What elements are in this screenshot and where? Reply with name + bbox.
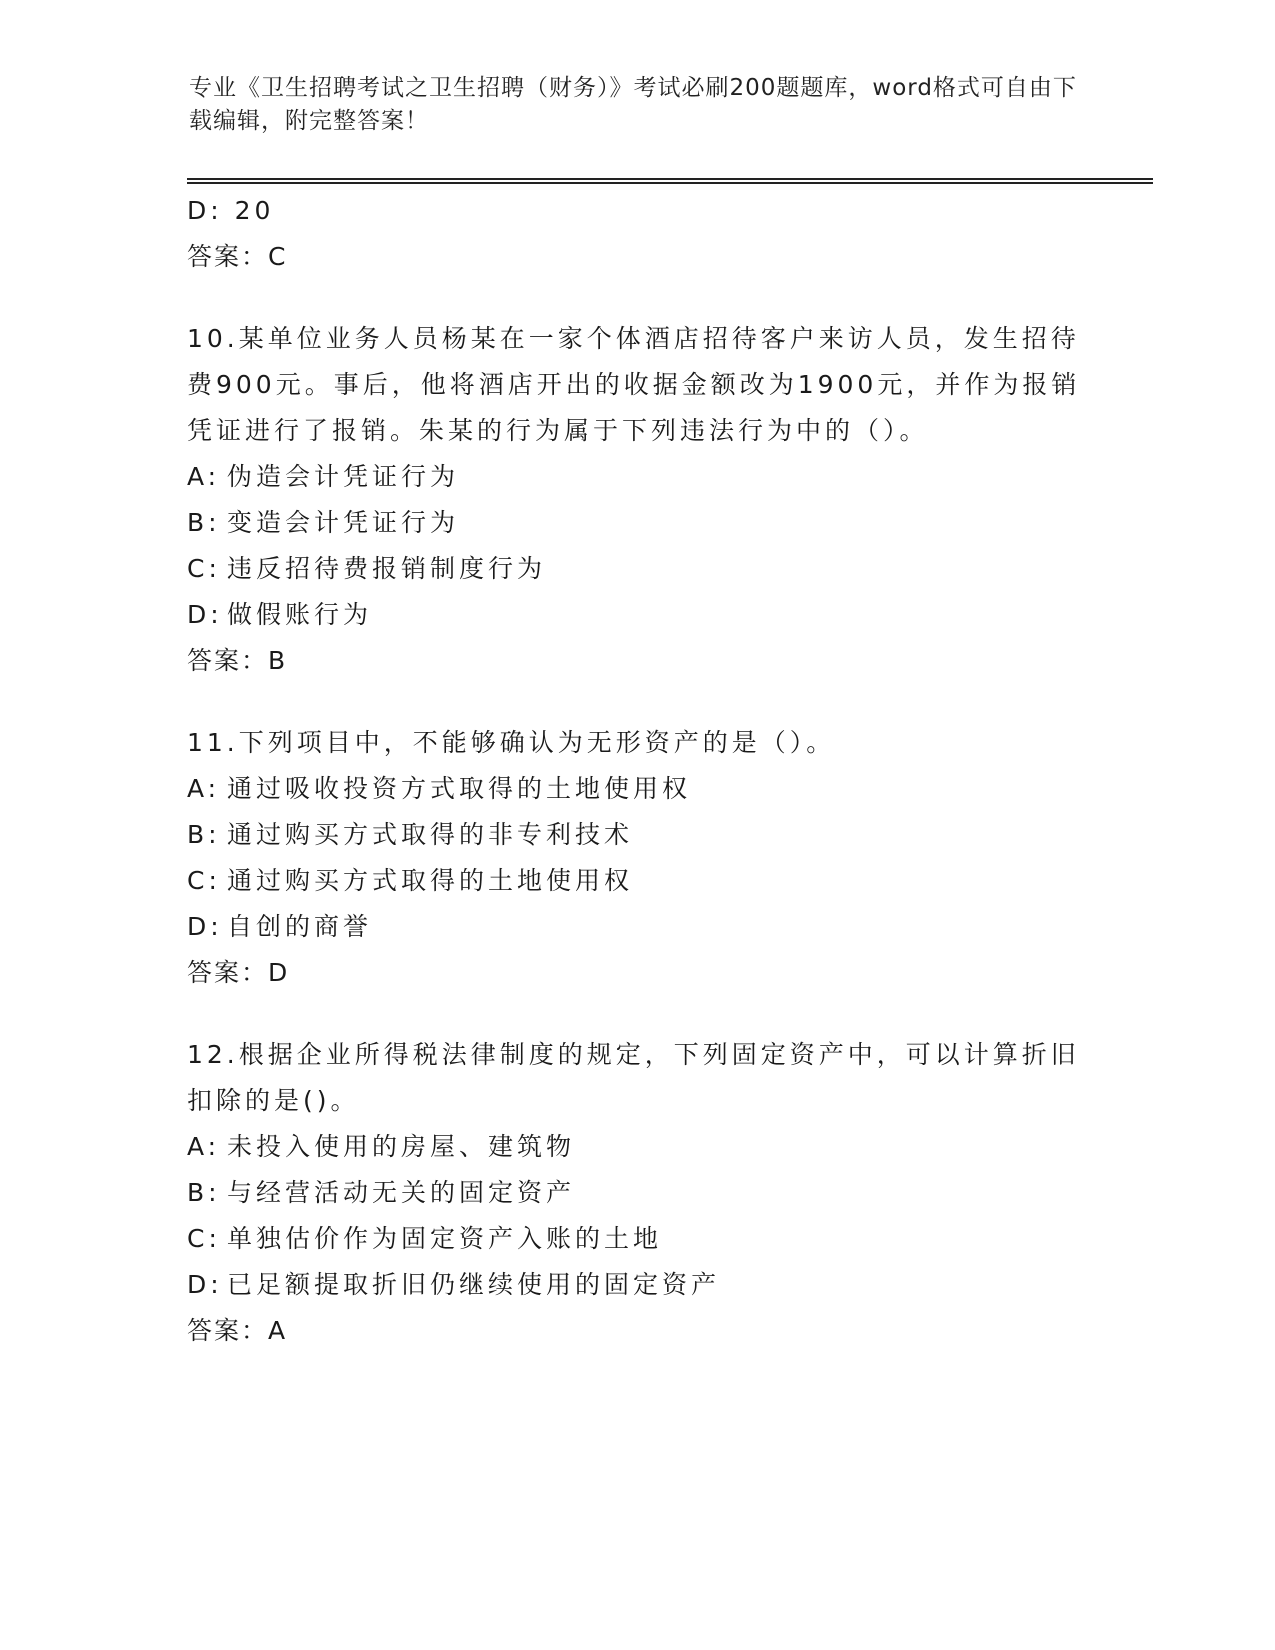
option-b	[187, 1170, 1087, 1216]
option-text: 违反招待费报销制度行为	[227, 554, 547, 583]
question-stem: 10.某单位业务人员杨某在一家个体酒店招待客户来访人员，发生招待	[187, 324, 1080, 353]
spacer	[187, 684, 1087, 720]
option-text: 未投入使用的房屋、建筑物	[227, 1132, 576, 1161]
option-d	[187, 592, 1087, 638]
spacer	[187, 996, 1087, 1032]
question-10	[187, 316, 1087, 684]
option-c	[187, 546, 1087, 592]
option-a	[187, 454, 1087, 500]
option-key: B:	[187, 820, 221, 849]
question-stem: 扣除的是()。	[187, 1086, 360, 1115]
option-key: B:	[187, 508, 221, 537]
prev-option-d: D: 20	[187, 196, 275, 225]
option-key: B:	[187, 1178, 221, 1207]
answer: 答案：A	[187, 1316, 288, 1345]
question-stem: 凭证进行了报销。朱某的行为属于下列违法行为中的（）。	[187, 416, 929, 445]
question-12	[187, 1032, 1087, 1354]
question-stem: 11.下列项目中，不能够确认为无形资产的是（）。	[187, 728, 836, 757]
question-stem: 12.根据企业所得税法律制度的规定，下列固定资产中，可以计算折旧	[187, 1040, 1080, 1069]
question-content	[187, 188, 1087, 1354]
header-divider-thin	[187, 178, 1153, 180]
option-key: A:	[187, 462, 221, 491]
question-stem: 费900元。事后，他将酒店开出的收据金额改为1900元，并作为报销	[187, 370, 1081, 399]
page-header: 专业《卫生招聘考试之卫生招聘（财务）》考试必刷200题题库，word格式可自由下载编辑，附完整答案！	[189, 75, 1077, 134]
option-key: C:	[187, 866, 221, 895]
option-key: D:	[187, 600, 223, 629]
answer: 答案：B	[187, 646, 288, 675]
option-d	[187, 1262, 1087, 1308]
option-b	[187, 812, 1087, 858]
option-c	[187, 858, 1087, 904]
option-a	[187, 1124, 1087, 1170]
option-key: D:	[187, 912, 223, 941]
option-a	[187, 766, 1087, 812]
option-text: 已足额提取折旧仍继续使用的固定资产	[227, 1270, 721, 1299]
option-text: 通过购买方式取得的土地使用权	[227, 866, 634, 895]
option-key: D:	[187, 1270, 223, 1299]
answer: 答案：D	[187, 958, 290, 987]
spacer	[187, 280, 1087, 316]
option-key: A:	[187, 774, 221, 803]
option-b	[187, 500, 1087, 546]
option-text: 伪造会计凭证行为	[227, 462, 460, 491]
option-text: 变造会计凭证行为	[227, 508, 460, 537]
prev-answer: 答案：C	[187, 242, 288, 271]
option-d	[187, 904, 1087, 950]
option-key: A:	[187, 1132, 221, 1161]
option-text: 通过购买方式取得的非专利技术	[227, 820, 634, 849]
option-key: C:	[187, 554, 221, 583]
header-divider-thick	[187, 182, 1153, 184]
question-11	[187, 720, 1087, 996]
option-text: 与经营活动无关的固定资产	[227, 1178, 576, 1207]
option-text: 通过吸收投资方式取得的土地使用权	[227, 774, 692, 803]
option-text: 单独估价作为固定资产入账的土地	[227, 1224, 663, 1253]
option-key: C:	[187, 1224, 221, 1253]
option-text: 自创的商誉	[227, 912, 373, 941]
option-c	[187, 1216, 1087, 1262]
option-text: 做假账行为	[227, 600, 373, 629]
